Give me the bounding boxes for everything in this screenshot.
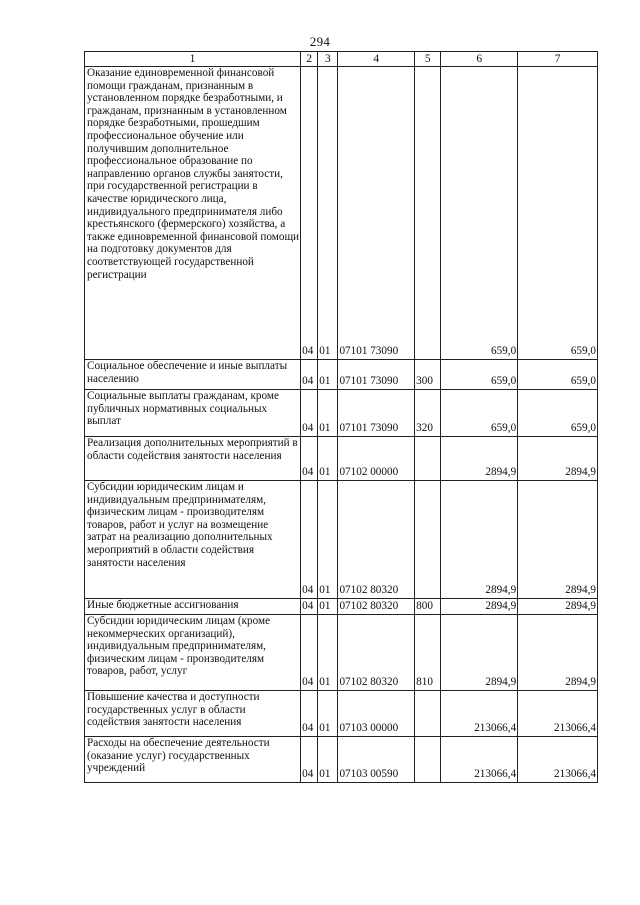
row-expense-type: 320 xyxy=(415,390,441,437)
header-row xyxy=(85,52,598,67)
row-name: Субсидии юридическим лицам (кроме некоммерческих организаций), индивидуальным предпринимателям, физическим лицам - производителям товаров, работ, услуг xyxy=(85,615,301,691)
table-row xyxy=(85,599,598,615)
row-expense-type: 300 xyxy=(415,360,441,390)
row-amount-2: 2894,9 xyxy=(518,481,598,599)
row-target-article: 07103 00590 xyxy=(338,737,415,783)
column-header: 2 xyxy=(301,52,318,67)
table-row xyxy=(85,691,598,737)
row-subsection: 01 xyxy=(318,481,338,599)
row-amount-1: 659,0 xyxy=(441,67,518,360)
row-name: Повышение качества и доступности государственных услуг в области содействия занятости населения xyxy=(85,691,301,737)
row-amount-2: 659,0 xyxy=(518,360,598,390)
row-subsection: 01 xyxy=(318,390,338,437)
table-row xyxy=(85,67,598,360)
row-expense-type xyxy=(415,737,441,783)
row-target-article: 07101 73090 xyxy=(338,390,415,437)
row-subsection: 01 xyxy=(318,691,338,737)
row-subsection: 01 xyxy=(318,360,338,390)
row-amount-1: 2894,9 xyxy=(441,599,518,615)
row-subsection: 01 xyxy=(318,67,338,360)
row-amount-1: 659,0 xyxy=(441,360,518,390)
row-name: Субсидии юридическим лицам и индивидуальным предпринимателям, физическим лицам - производителям товаров, работ и услуг на возмещение затрат на реализацию дополнительных мероприятий в области содействия занятости населения xyxy=(85,481,301,599)
row-target-article: 07103 00000 xyxy=(338,691,415,737)
row-amount-1: 659,0 xyxy=(441,390,518,437)
table-row xyxy=(85,615,598,691)
row-section: 04 xyxy=(301,481,318,599)
row-target-article: 07101 73090 xyxy=(338,360,415,390)
row-target-article: 07102 80320 xyxy=(338,599,415,615)
row-section: 04 xyxy=(301,390,318,437)
column-header: 6 xyxy=(441,52,518,67)
budget-table xyxy=(84,51,598,783)
row-amount-1: 2894,9 xyxy=(441,615,518,691)
column-header: 4 xyxy=(338,52,415,67)
row-target-article: 07102 80320 xyxy=(338,481,415,599)
row-section: 04 xyxy=(301,737,318,783)
row-expense-type: 810 xyxy=(415,615,441,691)
row-amount-1: 213066,4 xyxy=(441,737,518,783)
row-name: Расходы на обеспечение деятельности (оказание услуг) государственных учреждений xyxy=(85,737,301,783)
row-target-article: 07101 73090 xyxy=(338,67,415,360)
column-header: 7 xyxy=(518,52,598,67)
row-name: Оказание единовременной финансовой помощи гражданам, признанным в установленном порядке безработными, и гражданам, признанным в установленном порядке безработными, прошедшим профессиональное обучение или получившим дополнительное профессиональное образование по направлению органов службы занятости, при государственной регистрации в качестве юридического лица, индивидуального предпринимателя либо крестьянского (фермерского) хозяйства, а также единовременной финансовой помощи на подготовку документов для соответствующей государственной регистрации xyxy=(85,67,301,360)
row-amount-2: 2894,9 xyxy=(518,615,598,691)
table-row xyxy=(85,481,598,599)
row-subsection: 01 xyxy=(318,437,338,481)
row-section: 04 xyxy=(301,437,318,481)
row-name: Социальные выплаты гражданам, кроме публичных нормативных социальных выплат xyxy=(85,390,301,437)
row-subsection: 01 xyxy=(318,615,338,691)
row-name: Социальное обеспечение и иные выплаты населению xyxy=(85,360,301,390)
row-amount-1: 2894,9 xyxy=(441,437,518,481)
row-section: 04 xyxy=(301,691,318,737)
table-row xyxy=(85,360,598,390)
row-amount-2: 213066,4 xyxy=(518,691,598,737)
row-amount-1: 213066,4 xyxy=(441,691,518,737)
row-section: 04 xyxy=(301,599,318,615)
row-section: 04 xyxy=(301,67,318,360)
row-amount-1: 2894,9 xyxy=(441,481,518,599)
row-name: Реализация дополнительных мероприятий в области содействия занятости населения xyxy=(85,437,301,481)
row-expense-type xyxy=(415,691,441,737)
row-amount-2: 2894,9 xyxy=(518,599,598,615)
row-target-article: 07102 80320 xyxy=(338,615,415,691)
row-subsection: 01 xyxy=(318,599,338,615)
page-number: 294 xyxy=(309,34,331,49)
column-header: 5 xyxy=(415,52,441,67)
table-row xyxy=(85,390,598,437)
row-section: 04 xyxy=(301,615,318,691)
row-amount-2: 659,0 xyxy=(518,67,598,360)
row-expense-type xyxy=(415,437,441,481)
row-amount-2: 2894,9 xyxy=(518,437,598,481)
table-row xyxy=(85,737,598,783)
row-expense-type xyxy=(415,481,441,599)
row-expense-type xyxy=(415,67,441,360)
row-name: Иные бюджетные ассигнования xyxy=(85,599,301,615)
row-amount-2: 213066,4 xyxy=(518,737,598,783)
table-row xyxy=(85,437,598,481)
row-amount-2: 659,0 xyxy=(518,390,598,437)
row-section: 04 xyxy=(301,360,318,390)
column-header: 1 xyxy=(85,52,301,67)
row-subsection: 01 xyxy=(318,737,338,783)
column-header: 3 xyxy=(318,52,338,67)
row-target-article: 07102 00000 xyxy=(338,437,415,481)
row-expense-type: 800 xyxy=(415,599,441,615)
